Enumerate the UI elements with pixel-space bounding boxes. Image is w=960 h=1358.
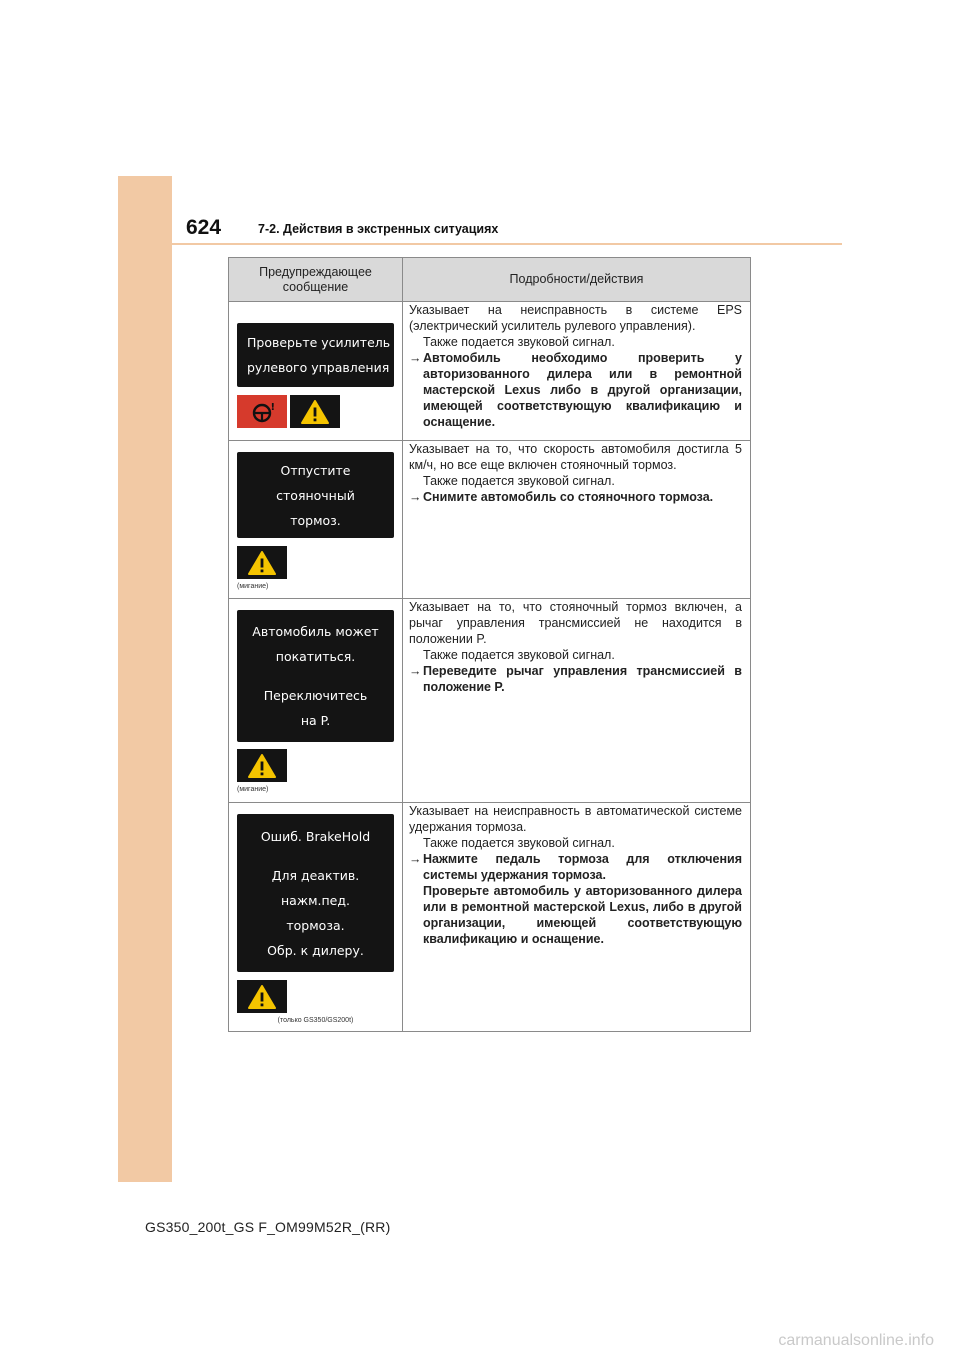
details-cell xyxy=(403,803,751,1032)
action-text: Автомобиль необходимо проверить у авторизованного дилера или в ремонтной мастерской Lexus либо в другой организации, имеющей соответствующую квалификацию и оснащение. xyxy=(423,351,742,429)
indicator-lamps xyxy=(237,749,394,782)
model-note: (только GS350/GS200t) xyxy=(277,1017,354,1024)
details-cell xyxy=(403,302,751,441)
screen-text-line: покатиться. xyxy=(275,649,356,664)
blinking-note: (мигание) xyxy=(237,583,269,590)
screen-text-line: на P. xyxy=(300,713,331,728)
condition-description: Указывает на неисправность в автоматической системе удержания тормоза. xyxy=(409,804,742,834)
screen-text-line: Переключитесь xyxy=(263,688,368,703)
display-message-screen xyxy=(237,814,394,972)
col-header-details: Подробности/действия xyxy=(403,258,751,302)
display-message-screen xyxy=(237,452,394,538)
arrow-icon: → xyxy=(409,852,422,866)
watermark: carmanualsonline.info xyxy=(778,1332,934,1349)
screen-spacer xyxy=(247,849,384,863)
screen-text-line: Автомобиль может xyxy=(252,624,379,639)
message-image-cell xyxy=(229,441,403,599)
condition-description: Указывает на неисправность в системе EPS (электрический усилитель рулевого управления). xyxy=(409,303,742,333)
table-header-row xyxy=(229,258,751,302)
arrow-icon: → xyxy=(409,490,422,504)
indicator-lamps xyxy=(237,395,394,428)
section-title: 7-2. Действия в экстренных ситуациях xyxy=(258,222,499,236)
action-text: Проверьте автомобиль у авторизованного дилера или в ремонтной мастерской Lexus, либо в другой организации, имеющей соответствующую квалификацию и оснащение. xyxy=(423,884,742,946)
table-row xyxy=(229,599,751,803)
table-row xyxy=(229,803,751,1032)
screen-text-line: Обр. к дилеру. xyxy=(267,942,364,958)
master-warning-icon xyxy=(237,546,287,579)
action-text: Переведите рычаг управления трансмиссией в положение P. xyxy=(423,664,742,694)
details-cell xyxy=(403,441,751,599)
chapter-side-band xyxy=(118,176,172,1182)
buzzer-note: Также подается звуковой сигнал. xyxy=(423,648,615,662)
screen-text-line: рулевого управления xyxy=(247,360,390,375)
svg-text:!: ! xyxy=(270,401,276,413)
corrective-action xyxy=(409,489,742,505)
indicator-lamps xyxy=(237,980,394,1013)
buzzer-note: Также подается звуковой сигнал. xyxy=(423,335,615,349)
screen-text-line: стояночный xyxy=(276,487,355,503)
corrective-action-continued xyxy=(409,883,742,947)
warning-messages-table xyxy=(228,257,751,1032)
condition-description: Указывает на то, что скорость автомобиля достигла 5 км/ч, но все еще включен стояночный тормоз. xyxy=(409,442,742,472)
page-number: 624 xyxy=(186,216,222,239)
header-divider xyxy=(172,243,842,245)
arrow-icon: → xyxy=(409,664,422,678)
blinking-note: (мигание) xyxy=(237,786,269,793)
table-row xyxy=(229,441,751,599)
details-cell xyxy=(403,599,751,803)
screen-text-line: тормоз. xyxy=(290,512,341,528)
document-code: GS350_200t_GS F_OM99M52R_(RR) xyxy=(145,1219,391,1235)
message-image-cell xyxy=(229,599,403,803)
corrective-action xyxy=(409,350,742,430)
message-image-cell xyxy=(229,302,403,441)
table-row xyxy=(229,302,751,441)
action-text: Снимите автомобиль со стояночного тормоза. xyxy=(423,490,714,504)
display-message-screen xyxy=(237,610,394,742)
master-warning-icon xyxy=(237,980,287,1013)
screen-text-line: тормоза. xyxy=(286,917,345,933)
master-warning-icon xyxy=(237,749,287,782)
condition-description: Указывает на то, что стояночный тормоз включен, а рычаг управления трансмиссией не находится в положении P. xyxy=(409,600,742,646)
col-header-message: Предупреждающее сообщение xyxy=(229,258,403,302)
master-warning-icon xyxy=(290,395,340,428)
screen-spacer xyxy=(247,669,384,683)
arrow-icon: → xyxy=(409,351,422,365)
indicator-lamps xyxy=(237,546,394,579)
message-image-cell xyxy=(229,803,403,1032)
eps-warning-icon xyxy=(237,395,287,428)
screen-text-line: Для деактив. xyxy=(271,867,360,883)
screen-text-line: Отпустите xyxy=(280,462,351,478)
display-message-screen xyxy=(237,323,394,387)
screen-text-line: Ошиб. BrakeHold xyxy=(260,828,371,844)
buzzer-note: Также подается звуковой сигнал. xyxy=(423,474,615,488)
buzzer-note: Также подается звуковой сигнал. xyxy=(423,836,615,850)
screen-text-line: Проверьте усилитель xyxy=(247,335,391,350)
corrective-action xyxy=(409,663,742,695)
corrective-action xyxy=(409,851,742,883)
screen-text-line: нажм.пед. xyxy=(281,892,350,908)
action-text: Нажмите педаль тормоза для отключения системы удержания тормоза. xyxy=(423,852,742,882)
